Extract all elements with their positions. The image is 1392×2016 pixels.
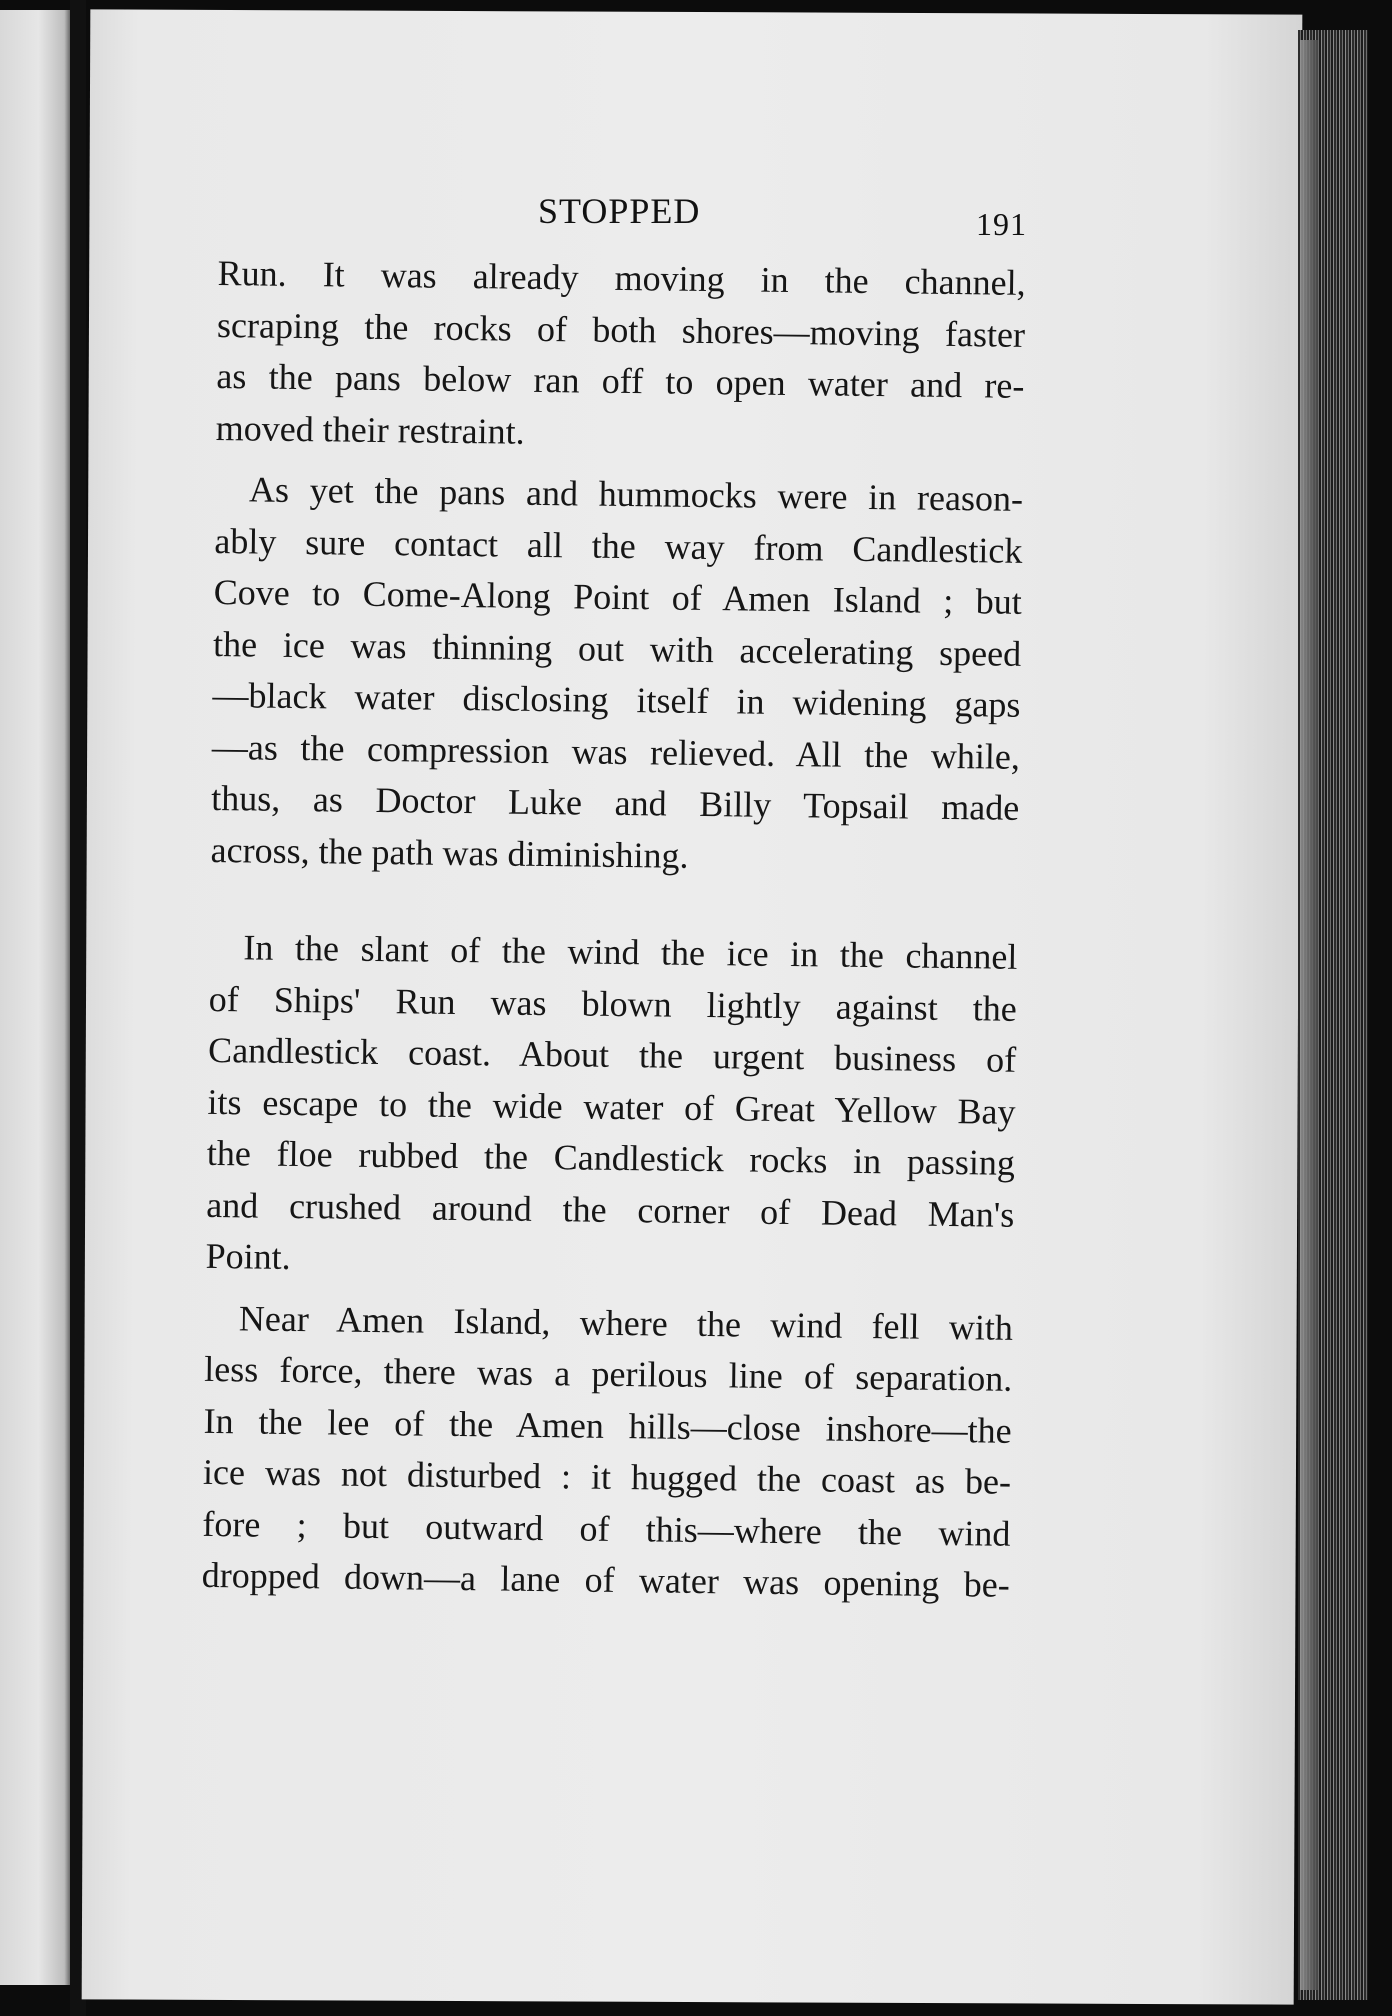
paragraph: [210, 464, 1023, 886]
text-line: the floe rubbed the Candlestick rocks in passing: [206, 1132, 1016, 1183]
text-line: thus, as Doctor Luke and Billy Topsail made: [211, 777, 1020, 828]
text-line: ice was not disturbed : it hugged the coast as be-: [202, 1451, 1012, 1502]
text-line: across, the path was diminishing.: [210, 829, 689, 876]
text-line: Run. It was already moving in the channel,: [217, 252, 1026, 303]
text-line: Cove to Come-Along Point of Amen Island ; but: [213, 571, 1022, 622]
page-number: 191: [976, 206, 1027, 242]
text-line: fore ; but outward of this—where the wind: [202, 1503, 1011, 1554]
paragraph: [215, 248, 1025, 464]
text-line: of Ships' Run was blown lightly against the: [208, 978, 1018, 1029]
text-line: —black water disclosing itself in widening gaps: [212, 674, 1021, 725]
paragraph: [201, 1292, 1013, 1611]
page-stack-shadow: [1300, 40, 1318, 1990]
paragraph: [205, 922, 1017, 1292]
text-line: Near Amen Island, where the wind fell with: [238, 1297, 1014, 1348]
facing-page-edge: [0, 10, 70, 1985]
text-line: scraping the rocks of both shores—moving faster: [216, 304, 1026, 355]
text-line: moved their restraint.: [215, 407, 525, 452]
running-title: STOPPED: [538, 191, 701, 231]
text-line: In the slant of the wind the ice in the channel: [243, 927, 1018, 977]
text-line: as the pans below ran off to open water and re-: [216, 355, 1025, 406]
text-line: ably sure contact all the way from Candlestick: [214, 520, 1023, 571]
body-text: [201, 248, 1025, 1611]
text-line: dropped down—a lane of water was opening be-: [201, 1554, 1010, 1605]
text-line: Candlestick coast. About the urgent business of: [207, 1029, 1017, 1080]
text-line: —as the compression was relieved. All the while,: [211, 726, 1021, 777]
text-line: In the lee of the Amen hills—close inshore—the: [203, 1400, 1012, 1451]
text-line: and crushed around the corner of Dead Man's: [206, 1184, 1015, 1235]
text-line: Point.: [205, 1235, 291, 1277]
text-line: less force, there was a perilous line of separation.: [204, 1348, 1013, 1399]
text-line: As yet the pans and hummocks were in reason-: [248, 469, 1024, 519]
text-line: its escape to the wide water of Great Yellow Bay: [207, 1081, 1016, 1132]
text-line: the ice was thinning out with accelerating speed: [212, 623, 1022, 674]
